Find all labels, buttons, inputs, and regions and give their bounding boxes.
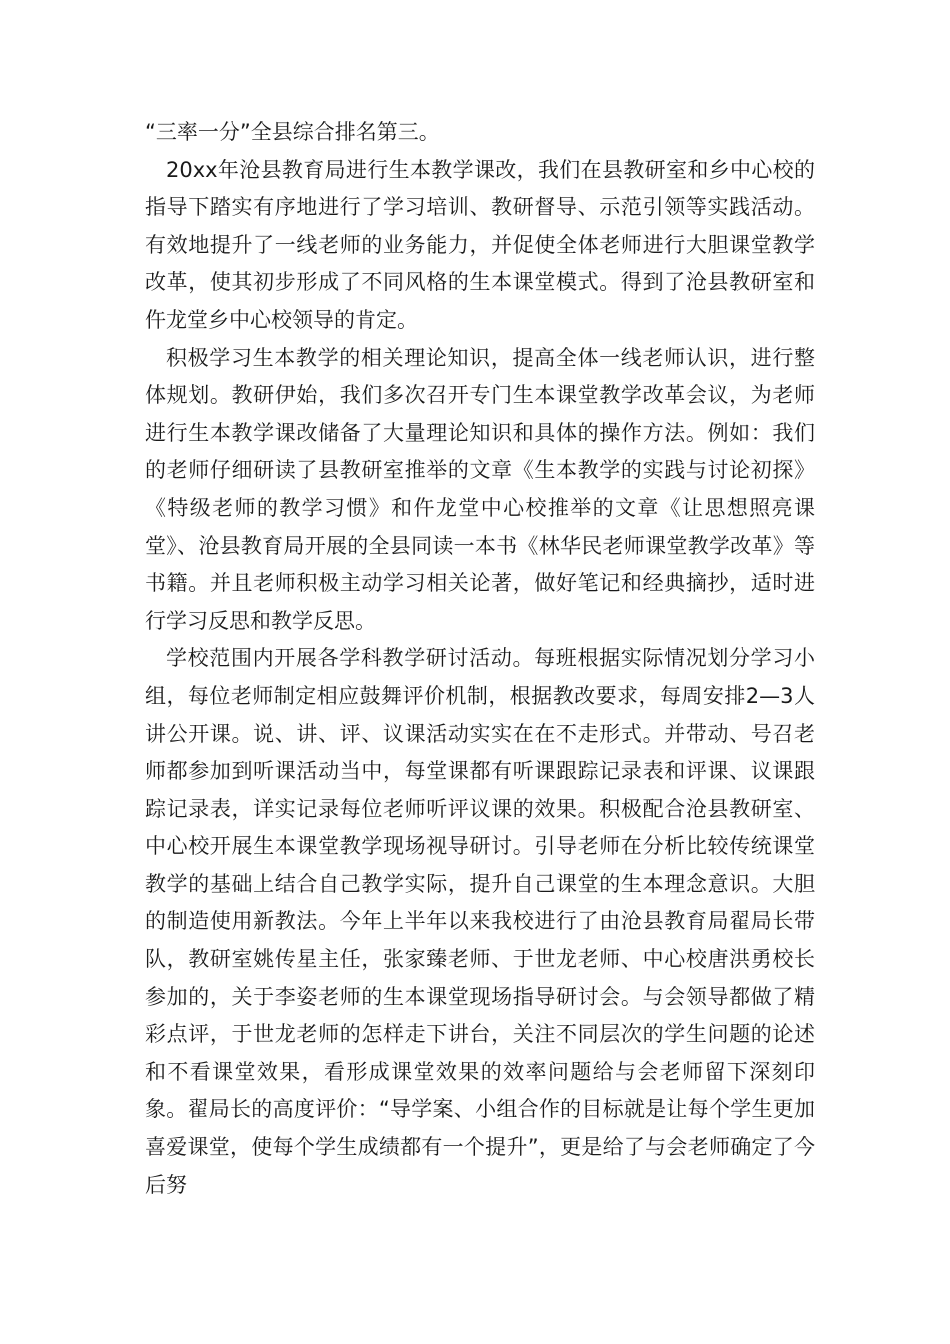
paragraph-3: 积极学习生本教学的相关理论知识，提高全体一线老师认识，进行整体规划。教研伊始，我们多次召开专门生本课堂教学改革会议，为老师进行生本教学课改储备了大量理论知识和具体的操作方法。例如：我们的老师仔细研读了县教研室推举的文章《生本教学的实践与讨论初探》《特级老师的教学习惯》和仵龙堂中心校推举的文章《让思想照亮课堂》、沧县教育局开展的全县同读一本书《林华民老师课堂教学改革》等书籍。并且老师积极主动学习相关论著，做好笔记和经典摘抄，适时进行学习反思和教学反思。 [145,345,815,633]
paragraph-4: 学校范围内开展各学科教学研讨活动。每班根据实际情况划分学习小组，每位老师制定相应鼓舞评价机制，根据教改要求，每周安排2—3人讲公开课。说、讲、评、议课活动实实在在不走形式。并带动、号召老师都参加到听课活动当中，每堂课都有听课跟踪记录表和评课、议课跟踪记录表，详实记录每位老师听评议课的效果。积极配合沧县教研室、中心校开展生本课堂教学现场视导研讨。引导老师在分析比较传统课堂教学的基础上结合自己教学实际，提升自己课堂的生本理念意识。大胆的制造使用新教法。今年上半年以来我校进行了由沧县教育局翟局长带队，教研室姚传星主任，张家臻老师、于世龙老师、中心校唐洪勇校长参加的，关于李姿老师的生本课堂现场指导研讨会。与会领导都做了精彩点评，于世龙老师的怎样走下讲台，关注不同层次的学生问题的论述和不看课堂效果，看形成课堂效果的效率问题给与会老师留下深刻印象。翟局长的高度评价：“导学案、小组合作的目标就是让每个学生更加喜爱课堂，使每个学生成绩都有一个提升”，更是给了与会老师确定了今后努 [145,646,815,1197]
document-body [145,114,815,1204]
paragraph-2: 20xx年沧县教育局进行生本教学课改，我们在县教研室和乡中心校的指导下踏实有序地进行了学习培训、教研督导、示范引领等实践活动。有效地提升了一线老师的业务能力，并促使全体老师进行大胆课堂教学改革，使其初步形成了不同风格的生本课堂模式。得到了沧县教研室和仵龙堂乡中心校领导的肯定。 [145,157,815,332]
paragraph-1: “三率一分”全县综合排名第三。 [145,120,440,144]
